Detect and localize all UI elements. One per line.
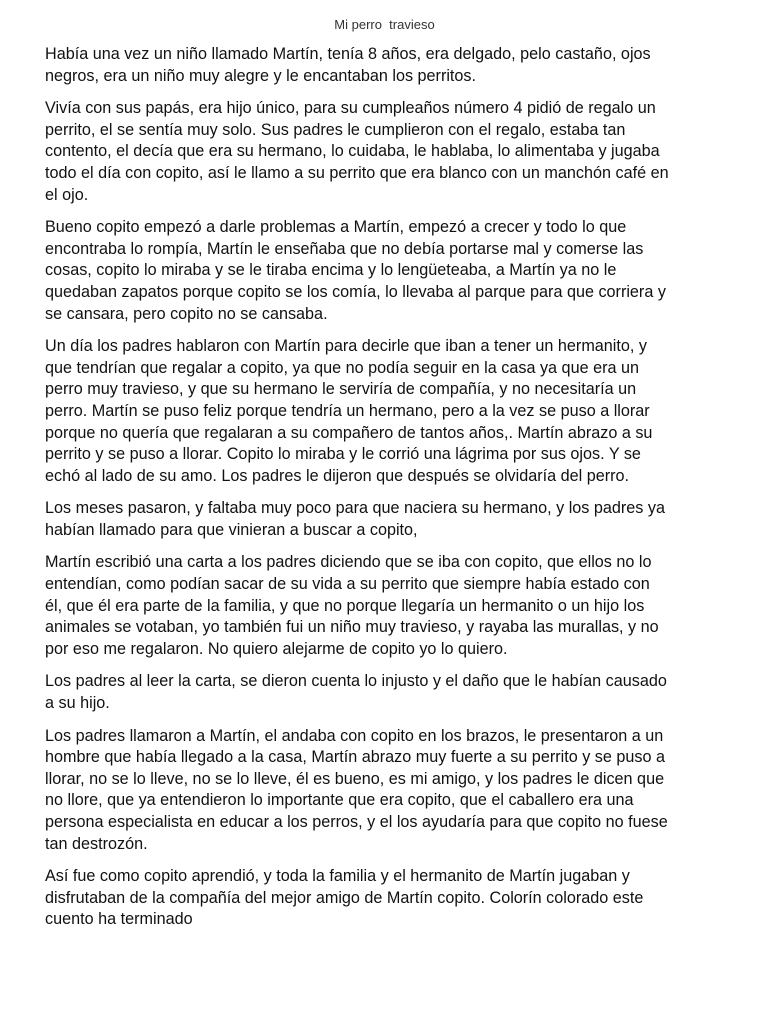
paragraph-4: Un día los padres hablaron con Martín para decirle que iban a tener un hermanito, y que tendrían que regalar a copito, ya que no podía seguir en la casa ya que era un perro muy travieso, y que su hermano le serviría de compañía, y no necesitaría un perro. Martín se puso feliz porque tendría un hermano, pero a la vez se puso a llorar porque no quería que regalaran a su compañero de tantos años,. Martín abrazo a su perrito y se puso a llorar. Copito lo miraba y le corrió una lágrima por sus ojos. Y se echó al lado de su amo. Los padres le dijeron que después se olvidaría del perro. — [45, 337, 653, 485]
paragraph-2: Vivía con sus papás, era hijo único, para su cumpleaños número 4 pidió de regalo un perrito, el se sentía muy solo. Sus padres le cumplieron con el regalo, estaba tan contento, el decía que era su hermano, lo cuidaba, le hablaba, lo alimentaba y jugaba todo el día con copito, así le llamo a su perrito que era blanco con un manchón café en el ojo. — [45, 99, 669, 204]
paragraph-5: Los meses pasaron, y faltaba muy poco para que naciera su hermano, y los padres ya habían llamado para que vinieran a buscar a copito, — [45, 499, 665, 539]
paragraph-6: Martín escribió una carta a los padres diciendo que se iba con copito, que ellos no lo entendían, como podían sacar de su vida a su perrito que siempre había estado con él, que él era parte de la familia, y que no porque llegaría un hermanito o un hijo los animales se votaban, yo también fui un niño muy travieso, y rayaba las murallas, y no por eso me regalaron. No quiero alejarme de copito yo lo quiero. — [45, 553, 659, 658]
paragraph-1: Había una vez un niño llamado Martín, tenía 8 años, era delgado, pelo castaño, ojos negros, era un niño muy alegre y le encantaban los perritos. — [45, 45, 651, 85]
document-body — [45, 44, 724, 931]
paragraph-9: Así fue como copito aprendió, y toda la familia y el hermanito de Martín jugaban y disfrutaban de la compañía del mejor amigo de Martín copito. Colorín colorado este cuento ha terminado — [45, 867, 644, 929]
paragraph-7: Los padres al leer la carta, se dieron cuenta lo injusto y el daño que le habían causado a su hijo. — [45, 672, 667, 713]
document-title: Mi perro travieso — [334, 17, 435, 32]
paragraph-8: Los padres llamaron a Martín, el andaba con copito en los brazos, le presentaron a un hombre que había llegado a la casa, Martín abrazo muy fuerte a su perrito y se puso a llorar, no se lo lleve, no se lo lleve, él es bueno, es mi amigo, y los padres le dicen que no llore, que ya entendieron lo importante que era copito, que el caballero era una persona especialista en educar a los perros, y el los ayudaría para que copito no fuese tan destrozón. — [45, 726, 668, 853]
paragraph-3: Bueno copito empezó a darle problemas a Martín, empezó a crecer y todo lo que encontraba lo rompía, Martín le enseñaba que no debía portarse mal y comerse las cosas, copito lo miraba y se le tiraba encima y lo lengüeteaba, a Martín ya no le quedaban zapatos porque copito se los comía, lo llevaba al parque para que corriera y se cansara, pero copito no se cansaba. — [45, 218, 666, 323]
